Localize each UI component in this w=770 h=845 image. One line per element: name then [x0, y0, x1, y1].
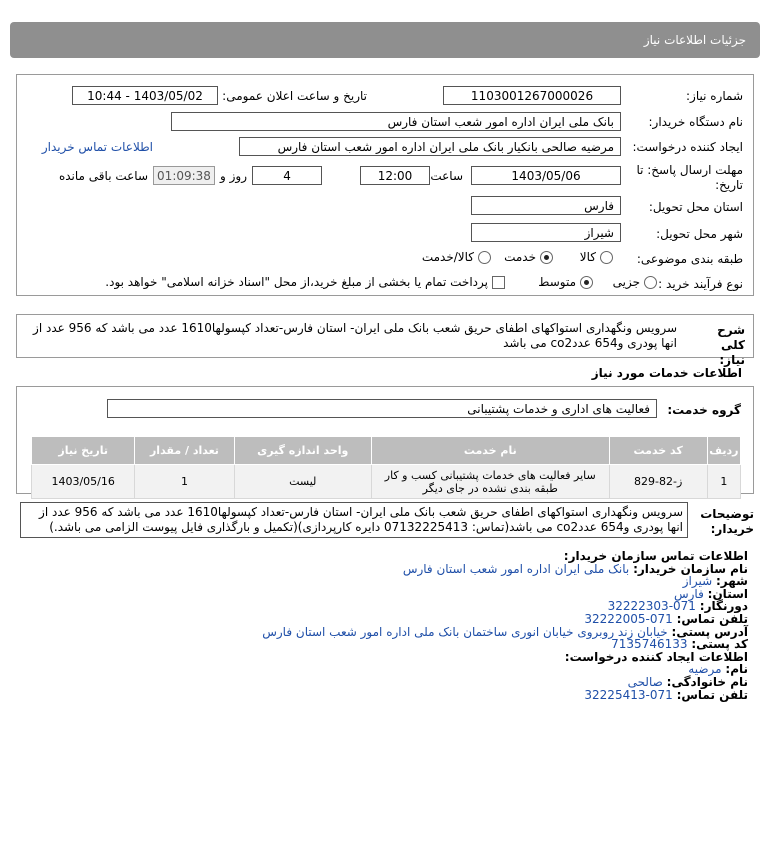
category-option-goods[interactable]	[580, 250, 613, 264]
col-unit: واحد اندازه گیری	[234, 437, 371, 465]
contact-phone-label: تلفن تماس:	[676, 611, 748, 626]
page-title: جزئیات اطلاعات نیاز	[643, 33, 746, 47]
city-label: شهر محل تحویل:	[656, 227, 743, 241]
creator-info-title: اطلاعات ایجاد کننده درخواست:	[564, 649, 748, 664]
buyer-org-label: نام دستگاه خریدار:	[648, 115, 743, 129]
col-code: کد خدمت	[609, 437, 707, 465]
contact-address-label: آدرس پستی:	[671, 624, 748, 639]
contact-postal-label: کد پستی:	[691, 637, 748, 652]
category-goods-service-label: کالا/خدمت	[421, 250, 474, 264]
cell-name: سایر فعالیت های خدمات پشتیبانی کسب و کار طبقه بندی نشده در جای دیگر	[371, 465, 609, 499]
remaining-time-field: 01:09:38	[153, 166, 215, 185]
services-table	[31, 436, 741, 499]
contact-fax-label: دورنگار:	[699, 599, 748, 614]
contact-phone: 071-32222005	[584, 611, 673, 626]
cell-date: 1403/05/16	[32, 465, 135, 499]
purchase-medium-label: متوسط	[538, 275, 576, 289]
buyer-notes-text: سرویس ونگهداری استواکهای اطفای حریق شعب بانک ملی ایران- استان فارس-تعداد کپسولها1610 عدد می باشد که 956 عدد از انها پودری و654 عددco2 می باشد(تماس: 07132225413 دایره کارپردازی)(تکمیل و بارگذاری فایل پیوست الزامی می باشد.)	[20, 502, 688, 538]
need-number-label: شماره نیاز:	[686, 89, 743, 103]
radio-medium[interactable]	[580, 276, 593, 289]
province-label: استان محل تحویل:	[648, 200, 743, 214]
contact-fax: 071-32222303	[607, 599, 696, 614]
days-label: روز و	[220, 169, 247, 183]
contact-province: فارس	[673, 586, 704, 601]
contact-postal: 7135746133	[611, 637, 688, 652]
services-box	[16, 386, 754, 494]
deadline-time-label: ساعت	[430, 169, 463, 183]
purchase-option-medium[interactable]	[538, 275, 593, 289]
category-option-service[interactable]	[504, 250, 553, 264]
category-service-label: خدمت	[504, 250, 536, 264]
deadline-date-field: 1403/05/06	[471, 166, 621, 185]
creator-phone-label: تلفن تماس:	[676, 687, 748, 702]
remaining-label: ساعت باقی مانده	[58, 169, 148, 183]
radio-service[interactable]	[540, 251, 553, 264]
service-group-field: فعالیت های اداری و خدمات پشتیبانی	[107, 399, 657, 418]
buyer-contact-link[interactable]: اطلاعات تماس خریدار	[41, 140, 153, 154]
creator-name-label: نام:	[725, 662, 748, 677]
summary-text: سرویس ونگهداری استواکهای اطفای حریق شعب بانک ملی ایران- استان فارس-تعداد کپسولها1610 عدد می باشد که 956 عدد از انها پودری و654 عددco2 می باشد	[27, 321, 681, 351]
radio-goods-service[interactable]	[478, 251, 491, 264]
radio-goods[interactable]	[600, 251, 613, 264]
buyer-contact-section	[18, 550, 748, 701]
creator-family: صالحی	[627, 674, 663, 689]
deadline-date-label: تاریخ:	[715, 178, 743, 192]
province-field: فارس	[471, 196, 621, 215]
purchase-minor-label: جزیی	[612, 275, 640, 289]
contact-province-label: استان:	[707, 586, 748, 601]
services-table-header	[32, 437, 741, 465]
creator-name: مرضیه	[688, 662, 722, 677]
contact-org-label: نام سازمان خریدار:	[633, 561, 748, 576]
purchase-type-label: نوع فرآیند خرید :	[658, 277, 743, 291]
announce-field: 1403/05/02 - 10:44	[72, 86, 218, 105]
category-label: طبقه بندی موضوعی:	[636, 252, 743, 266]
col-row: ردیف	[707, 437, 740, 465]
col-qty: تعداد / مقدار	[135, 437, 234, 465]
buyer-org-field: بانک ملی ایران اداره امور شعب استان فارس	[171, 112, 621, 131]
category-option-goods-service[interactable]	[422, 250, 491, 264]
col-date: تاریخ نیاز	[32, 437, 135, 465]
creator-field: مرضیه صالحی بانکیار بانک ملی ایران اداره امور شعب استان فارس	[239, 137, 621, 156]
cell-qty: 1	[135, 465, 234, 499]
city-field: شیراز	[471, 223, 621, 242]
page-header	[10, 22, 760, 58]
service-group-label: گروه خدمت:	[667, 403, 741, 417]
deadline-time-field: 12:00	[360, 166, 430, 185]
need-summary-box	[16, 314, 754, 367]
cell-code: ز-82-829	[609, 465, 707, 499]
days-field: 4	[252, 166, 322, 185]
contact-city-label: شهر:	[716, 574, 748, 589]
need-info-box	[16, 74, 754, 296]
purchase-option-minor[interactable]	[613, 275, 657, 289]
radio-minor[interactable]	[644, 276, 657, 289]
contact-city: شیراز	[682, 574, 713, 589]
contact-org: بانک ملی ایران اداره امور شعب استان فارس	[402, 561, 630, 576]
cell-unit: لیست	[234, 465, 371, 499]
treasury-option[interactable]	[105, 275, 505, 289]
contact-title: اطلاعات تماس سازمان خریدار:	[563, 549, 748, 563]
creator-label: ایجاد کننده درخواست:	[632, 140, 743, 154]
contact-address: خیابان زند روبروی خیابان انوری ساختمان بانک ملی اداره امور شعب استان فارس	[262, 624, 668, 639]
announce-label: تاریخ و ساعت اعلان عمومی:	[222, 89, 367, 103]
treasury-checkbox[interactable]	[492, 276, 505, 289]
services-section-title: اطلاعات خدمات مورد نیاز	[591, 366, 742, 380]
creator-phone: 071-32225413	[584, 687, 673, 702]
deadline-label: مهلت ارسال پاسخ: تا	[636, 163, 743, 177]
creator-family-label: نام خانوادگی:	[666, 674, 748, 689]
col-name: نام خدمت	[371, 437, 609, 465]
cell-row: 1	[707, 465, 740, 499]
treasury-note: پرداخت تمام یا بخشی از مبلغ خرید،از محل "اسناد خزانه اسلامی" خواهد بود.	[105, 275, 488, 289]
buyer-notes-label: توضیحات خریدار:	[700, 507, 754, 536]
table-row	[32, 465, 741, 499]
summary-label: شرح کلی نیاز:	[717, 323, 745, 367]
category-goods-label: کالا	[579, 250, 596, 264]
need-number-field: 1103001267000026	[443, 86, 621, 105]
